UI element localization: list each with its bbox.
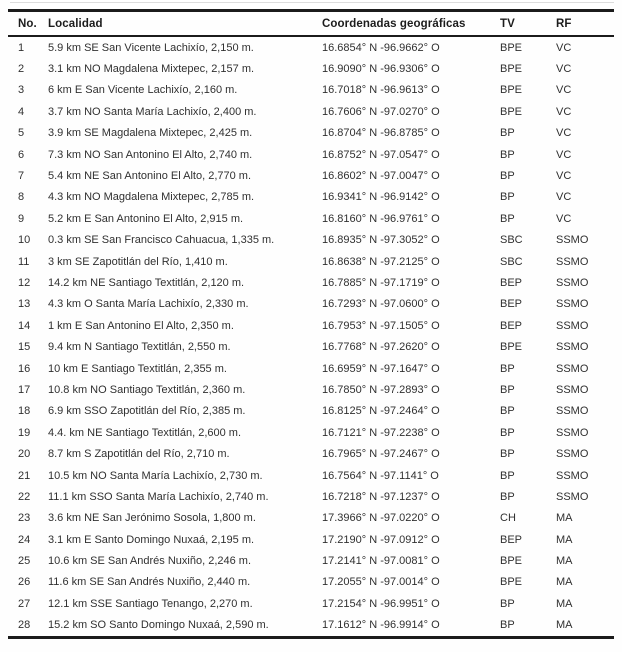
cell-tv: BP [500,127,515,140]
table-row [8,315,614,336]
column-header-coordenadas: Coordenadas geográficas [322,11,500,37]
cell-coordenadas: 16.8125° N -97.2464° O [322,405,440,418]
cell-coordenadas: 17.2190° N -97.0912° O [322,533,440,546]
cell-coordenadas: 17.2154° N -96.9951° O [322,597,440,610]
column-header-rf: RF [556,11,614,37]
cell-rf: MA [556,512,573,525]
cell-coordenadas: 17.2055° N -97.0014° O [322,576,440,589]
cell-coordenadas: 16.8752° N -97.0547° O [322,148,440,161]
cell-coordenadas: 16.7018° N -96.9613° O [322,84,440,97]
cell-tv: BPE [500,341,523,354]
cell-tv: BP [500,362,515,375]
cell-rf: SSMO [556,490,589,503]
cell-rf: MA [556,555,573,568]
cell-tv: BP [500,469,515,482]
cell-tv: BP [500,191,515,204]
cell-tv: BPE [500,105,523,118]
cell-rf: VC [556,105,572,118]
cell-localidad: 4.4. km NE Santiago Textitlán, 2,600 m. [48,426,242,439]
cell-localidad: 6.9 km SSO Zapotitlán del Río, 2,385 m. [48,405,246,418]
table-row [8,422,614,443]
cell-rf: SSMO [556,448,589,461]
cell-coordenadas: 16.7953° N -97.1505° O [322,319,440,332]
cell-localidad: 10.6 km SE San Andrés Nuxiño, 2,246 m. [48,555,252,568]
table-row [8,36,614,58]
cell-rf: SSMO [556,234,589,247]
cell-no: 8 [18,191,25,204]
cell-tv: BPE [500,576,523,589]
table-body [8,36,614,637]
cell-coordenadas: 16.8704° N -96.8785° O [322,127,440,140]
cell-no: 12 [18,276,31,289]
cell-no: 11 [18,255,30,268]
cell-tv: CH [500,512,516,525]
cell-rf: SSMO [556,319,589,332]
cell-rf: SSMO [556,426,589,439]
cell-coordenadas: 16.7850° N -97.2893° O [322,383,440,396]
cell-coordenadas: 17.3966° N -97.0220° O [322,512,440,525]
cell-no: 15 [18,341,31,354]
cell-tv: SBC [500,255,523,268]
cell-coordenadas: 16.8160° N -96.9761° O [322,212,440,225]
cell-tv: BPE [500,84,523,97]
cell-no: 20 [18,448,31,461]
cell-localidad: 5.4 km NE San Antonino El Alto, 2,770 m. [48,170,252,183]
cell-rf: VC [556,84,572,97]
cell-localidad: 11.1 km SSO Santa María Lachixío, 2,740 m. [48,490,269,503]
table-row [8,251,614,272]
cell-coordenadas: 16.7293° N -97.0600° O [322,298,440,311]
cell-no: 18 [18,405,31,418]
cell-tv: BP [500,490,515,503]
cell-no: 14 [18,319,31,332]
cell-rf: SSMO [556,469,589,482]
cell-rf: MA [556,576,573,589]
cell-no: 2 [18,63,25,76]
cell-tv: BP [500,426,515,439]
cell-tv: BPE [500,555,523,568]
table-row [8,443,614,464]
cell-tv: BP [500,448,515,461]
table-row [8,58,614,79]
cell-localidad: 3.1 km E Santo Domingo Nuxaá, 2,195 m. [48,533,255,546]
cell-tv: SBC [500,234,523,247]
cell-coordenadas: 16.6959° N -97.1647° O [322,362,440,375]
cell-no: 17 [18,383,31,396]
table-row [8,80,614,101]
cell-coordenadas: 16.7121° N -97.2238° O [322,426,440,439]
cell-tv: BP [500,619,515,632]
cell-tv: BP [500,597,515,610]
table-row [8,165,614,186]
cell-localidad: 10 km E Santiago Textitlán, 2,355 m. [48,362,227,375]
cell-rf: VC [556,41,572,54]
cell-localidad: 11.6 km SE San Andrés Nuxiño, 2,440 m. [48,576,251,589]
cell-localidad: 3 km SE Zapotitlán del Río, 1,410 m. [48,255,228,268]
cell-no: 6 [18,148,25,161]
cell-no: 22 [18,490,31,503]
cell-no: 3 [18,84,25,97]
cell-tv: BEP [500,319,523,332]
cell-tv: BP [500,212,515,225]
cell-rf: SSMO [556,383,589,396]
table-row [8,230,614,251]
cell-coordenadas: 16.9341° N -96.9142° O [322,191,440,204]
cell-rf: VC [556,212,572,225]
cell-coordenadas: 16.7218° N -97.1237° O [322,490,440,503]
cell-no: 10 [18,234,31,247]
table-row [8,379,614,400]
cell-coordenadas: 16.7768° N -97.2620° O [322,341,440,354]
cell-rf: SSMO [556,255,589,268]
cell-rf: SSMO [556,298,589,311]
cell-localidad: 10.8 km NO Santiago Textitlán, 2,360 m. [48,383,246,396]
cell-localidad: 0.3 km SE San Francisco Cahuacua, 1,335 m. [48,234,275,247]
cell-coordenadas: 17.1612° N -96.9914° O [322,619,440,632]
cell-coordenadas: 16.7885° N -97.1719° O [322,276,440,289]
cell-rf: SSMO [556,276,589,289]
cell-tv: BP [500,148,515,161]
table-row [8,593,614,614]
cell-coordenadas: 16.7965° N -97.2467° O [322,448,440,461]
cell-no: 23 [18,512,31,525]
cell-tv: BEP [500,298,523,311]
table-row [8,572,614,593]
cell-tv: BPE [500,63,523,76]
cell-coordenadas: 16.7564° N -97.1141° O [322,469,439,482]
cell-coordenadas: 16.6854° N -96.9662° O [322,41,440,54]
table-row [8,272,614,293]
cell-tv: BEP [500,276,523,289]
cell-localidad: 9.4 km N Santiago Textitlán, 2,550 m. [48,341,231,354]
cell-localidad: 14.2 km NE Santiago Textitlán, 2,120 m. [48,276,245,289]
cell-tv: BPE [500,41,523,54]
cell-rf: SSMO [556,341,589,354]
cell-rf: VC [556,191,572,204]
cell-no: 19 [18,426,31,439]
cell-no: 13 [18,298,31,311]
cell-localidad: 3.1 km NO Magdalena Mixtepec, 2,157 m. [48,63,255,76]
cell-no: 21 [18,469,31,482]
locality-table [8,9,614,639]
table-row [8,465,614,486]
table-row [8,187,614,208]
cell-no: 16 [18,362,31,375]
cell-no: 28 [18,619,31,632]
cell-no: 9 [18,212,25,225]
cell-rf: VC [556,148,572,161]
cell-no: 1 [18,41,25,54]
cell-localidad: 5.9 km SE San Vicente Lachixío, 2,150 m. [48,41,254,54]
cell-no: 27 [18,597,31,610]
cell-tv: BEP [500,533,523,546]
table-row [8,208,614,229]
cell-localidad: 15.2 km SO Santo Domingo Nuxaá, 2,590 m. [48,619,269,632]
table-row [8,486,614,507]
cell-rf: VC [556,170,572,183]
page-top-rule [10,2,614,3]
cell-no: 5 [18,127,25,140]
cell-localidad: 4.3 km NO Magdalena Mixtepec, 2,785 m. [48,191,255,204]
cell-no: 7 [18,170,25,183]
table-header [8,11,614,37]
cell-no: 4 [18,105,25,118]
table-row [8,101,614,122]
cell-rf: VC [556,63,572,76]
cell-tv: BP [500,170,515,183]
cell-rf: SSMO [556,362,589,375]
cell-coordenadas: 16.8602° N -97.0047° O [322,170,440,183]
cell-tv: BP [500,405,515,418]
cell-no: 26 [18,576,31,589]
table-row [8,336,614,357]
cell-coordenadas: 16.8935° N -97.3052° O [322,234,440,247]
table-row [8,529,614,550]
table-row [8,508,614,529]
cell-localidad: 10.5 km NO Santa María Lachixío, 2,730 m. [48,469,263,482]
cell-localidad: 3.9 km SE Magdalena Mixtepec, 2,425 m. [48,127,253,140]
cell-rf: VC [556,127,572,140]
cell-no: 24 [18,533,31,546]
cell-localidad: 7.3 km NO San Antonino El Alto, 2,740 m. [48,148,253,161]
table-row [8,550,614,571]
table-row [8,358,614,379]
cell-coordenadas: 16.7606° N -97.0270° O [322,105,440,118]
cell-localidad: 3.6 km NE San Jerónimo Sosola, 1,800 m. [48,512,256,525]
cell-localidad: 4.3 km O Santa María Lachixío, 2,330 m. [48,298,249,311]
cell-coordenadas: 16.9090° N -96.9306° O [322,63,440,76]
table-row [8,123,614,144]
column-header-tv: TV [500,11,556,37]
cell-rf: MA [556,597,573,610]
cell-localidad: 6 km E San Vicente Lachixío, 2,160 m. [48,84,238,97]
cell-no: 25 [18,555,31,568]
table-row [8,401,614,422]
column-header-localidad: Localidad [48,11,322,37]
cell-coordenadas: 17.2141° N -97.0081° O [322,555,440,568]
cell-localidad: 12.1 km SSE Santiago Tenango, 2,270 m. [48,597,253,610]
cell-rf: SSMO [556,405,589,418]
cell-localidad: 8.7 km S Zapotitlán del Río, 2,710 m. [48,448,230,461]
cell-localidad: 1 km E San Antonino El Alto, 2,350 m. [48,319,234,332]
table-row [8,144,614,165]
column-header-no: No. [8,11,48,37]
cell-tv: BP [500,383,515,396]
header-row [8,11,614,37]
cell-localidad: 5.2 km E San Antonino El Alto, 2,915 m. [48,212,244,225]
table-row [8,294,614,315]
cell-rf: MA [556,619,573,632]
cell-localidad: 3.7 km NO Santa María Lachixío, 2,400 m. [48,105,257,118]
cell-coordenadas: 16.8638° N -97.2125° O [322,255,440,268]
cell-rf: MA [556,533,573,546]
table-row [8,615,614,638]
